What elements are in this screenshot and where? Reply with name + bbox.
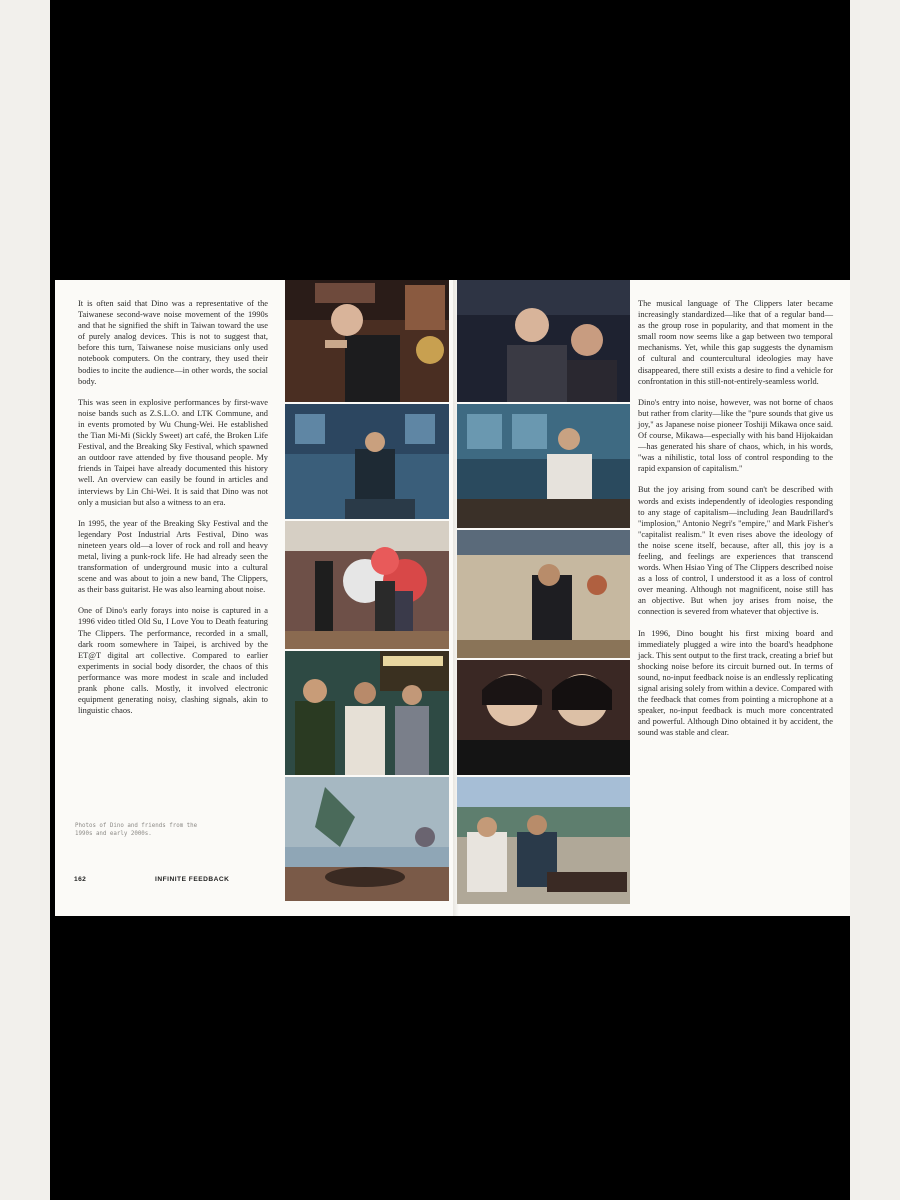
left-paragraph-2: This was seen in explosive performances by first-wave noise bands such as Z.S.L.O. and LTK Commune, and in events promoted by Wu Chung-Wei. He established the Tian Mi-Mi (Sickly Sweet) art café, the Broken Life Festival, and the Breaking Sky Festival, which spawned an outdoor rave attended by five thousand people. My friends in Taipei have already documented this history well. An overview can easily be found in articles and interviews by Lin Chi-Wei. It is said that Dino was not only a musician but also a witness to an era.	[78, 397, 268, 507]
photo-cafe-table	[457, 404, 630, 528]
photo-mural-scene	[285, 777, 449, 901]
photo-crowd-close-up	[457, 280, 630, 402]
right-paragraph-2: Dino's entry into noise, however, was not borne of chaos but rather from clarity—like the "pure sounds that give us joy," as Japanese noise pioneer Toshiji Mikawa once said. Of course, Mikawa—especially with his band Hijokaidan—has generated his share of chaos, which, in his words, "was a nihilistic, total loss of control responding to the rapid expansion of capitalism."	[638, 397, 833, 474]
right-paragraph-4: In 1996, Dino bought his first mixing board and immediately plugged a wire into the board's headphone jack. This sent output to the first track, creating a brief but shocking noise before its circuit burned out. In terms of sound, no-input feedback noise is an endlessly replicating signal arising solely from within a device. Compared with the feedback that comes from pointing a microphone at a speaker, no-input feedback is much more concentrated and powerful. Although Dino obtained it by accident, the sound was stable and clear.	[638, 628, 833, 738]
photo-balloon-arch	[285, 521, 449, 649]
left-text-column	[78, 298, 268, 726]
photo-subway-portrait	[285, 404, 449, 519]
right-paragraph-3: But the joy arising from sound can't be described with words and exists independently of ideologies responding to any stage of capitalism—including Jean Baudrillard's "implosion," Antonio Negri's "empire," and Mark Fisher's "capitalist realism." It even rises above the ideology of the noise scene itself, because, after all, this joy is a feeling, and feelings are experiences that transcend words. When Hsiao Ying of The Clippers described noise as a loss of control, I understood it as a loss of control over meaning. Although not magnificent, noise still has an objective. But when joy arises from noise, the connection is severed from whatever that objective is.	[638, 485, 833, 617]
photo-dino-in-bar	[285, 280, 449, 402]
photo-bookstore-group	[285, 651, 449, 775]
magazine-spread	[55, 280, 850, 916]
left-paragraph-4: One of Dino's early forays into noise is captured in a 1996 video titled Old Su, I Love You to Death featuring The Clippers. The performance, recorded in a small, dark room somewhere in Taipei, is archived by the ET@T digital art collective. Compared to earlier experiments in social body disorder, the chaos of this performance was more modest in scale and included prank phone calls. Mostly, it involved electronic equipment generating noisy, clashing signals, akin to linguistic chaos.	[78, 606, 268, 716]
photo-room-interior	[457, 530, 630, 658]
left-paragraph-3: In 1995, the year of the Breaking Sky Festival and the legendary Post Industrial Arts Festival, Dino was nineteen years old—a lover of rock and roll and heavy metal, living a punk-rock life. He had already seen the transformation of underground music into a cultural scene and was about to join a new band, The Clippers, as their bass guitarist. He was also learning about noise.	[78, 518, 268, 595]
photo-caption: Photos of Dino and friends from the 1990s and early 2000s.	[75, 823, 198, 837]
photo-two-friends	[457, 660, 630, 775]
page-number: 162	[74, 876, 87, 883]
left-paragraph-1: It is often said that Dino was a representative of the Taiwanese second-wave noise movement of the 1990s and that he signified the shift in Taiwan toward the use of purely analog devices. This is not to suggest that, before this turn, Taiwanese noise musicians only used notebook computers. On the contrary, they used their bodies to incite the audience—in other words, the social body.	[78, 299, 268, 386]
right-text-column	[638, 298, 833, 748]
right-paragraph-1: The musical language of The Clippers later became increasingly standardized—like that of a regular band—as the group rose in popularity, and that moment in the small room now seems like a gap between two temporal mechanisms. Yet, while this gap suggests the dynamism of cultural and countercultural ideologies may have disappeared, there still exists a desire to find a vehicle for confrontation in this still-not-entirely-seamless world.	[638, 299, 833, 386]
photo-outdoor-cafe	[457, 777, 630, 904]
running-footer-title: INFINITE FEEDBACK	[155, 876, 230, 883]
